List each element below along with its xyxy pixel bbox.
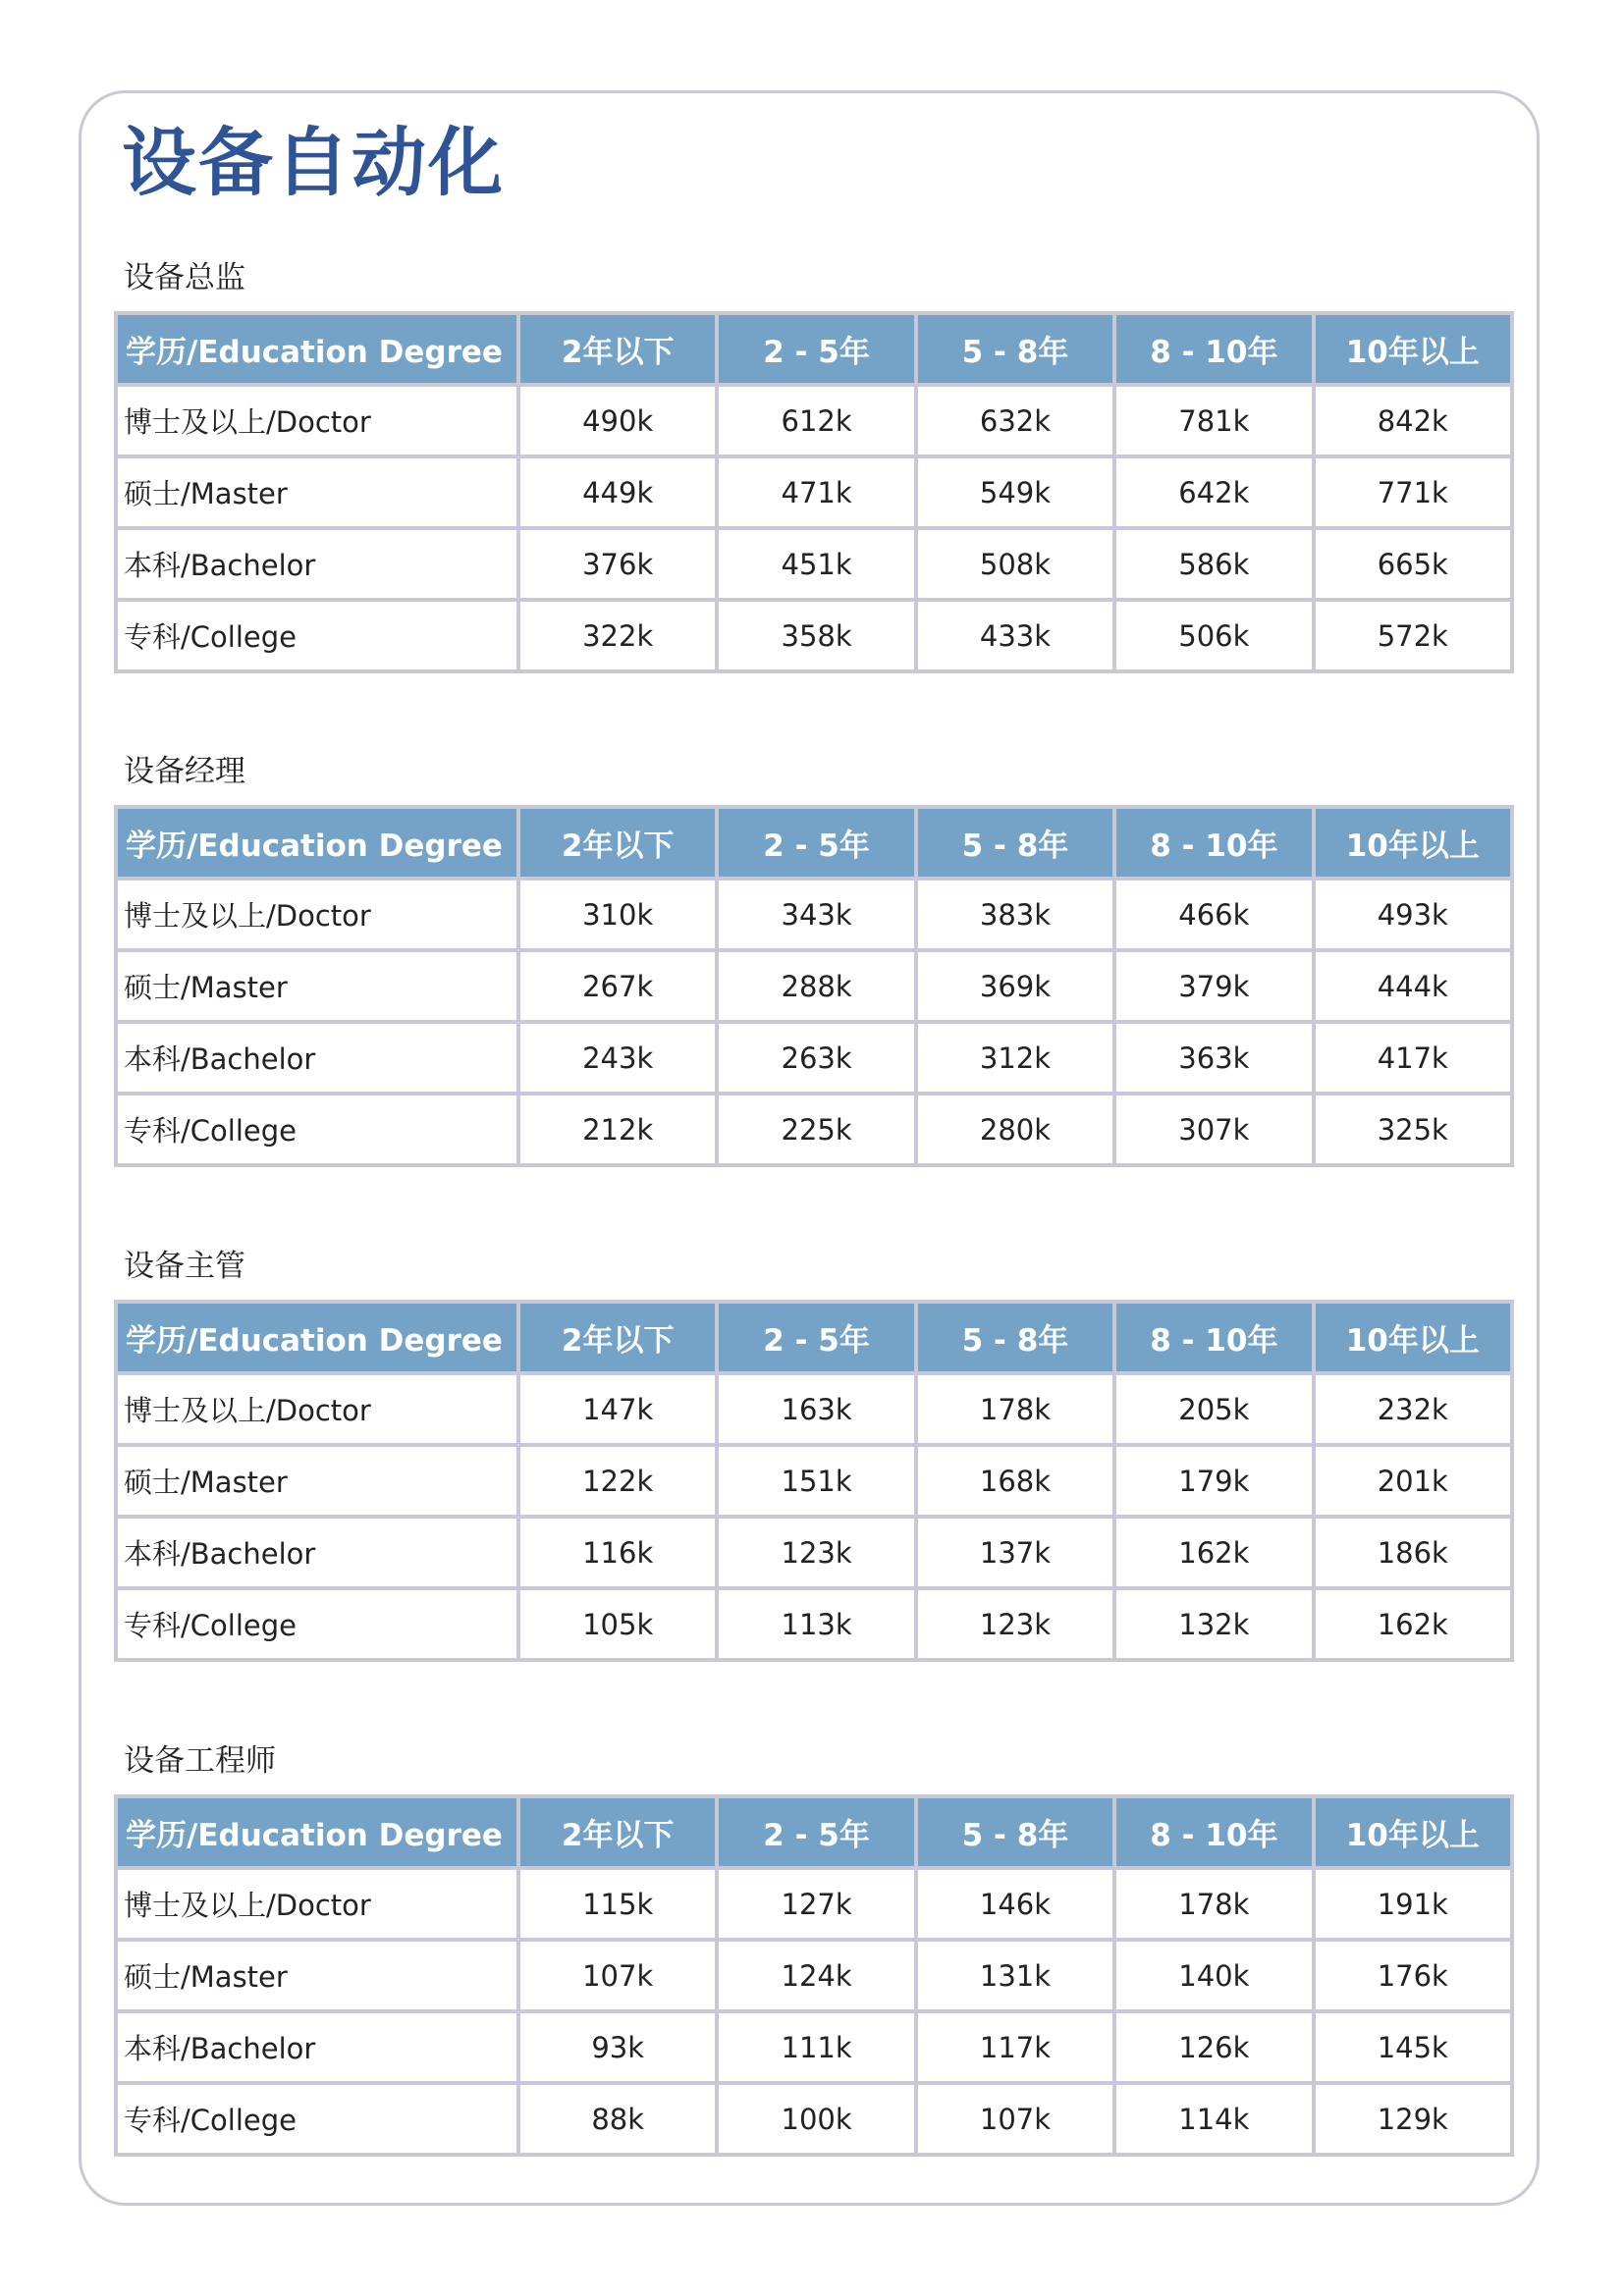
salary-cell: 126k: [1116, 2013, 1311, 2081]
salary-cell: 145k: [1316, 2013, 1510, 2081]
degree-cell: 博士及以上/Doctor: [118, 881, 516, 948]
column-header-degree: 学历/Education Degree: [118, 315, 516, 383]
section-title: 设备主管: [124, 1249, 245, 1284]
header-row: [118, 809, 1510, 877]
table-row: [118, 1024, 1510, 1092]
salary-cell: 493k: [1316, 881, 1510, 948]
salary-cell: 116k: [520, 1519, 715, 1586]
salary-cell: 100k: [719, 2085, 913, 2153]
salary-section: [114, 1249, 1514, 1662]
column-header-experience: 5 - 8年: [918, 809, 1112, 877]
salary-cell: 114k: [1116, 2085, 1311, 2153]
degree-cell: 本科/Bachelor: [118, 2013, 516, 2081]
salary-cell: 325k: [1316, 1095, 1510, 1163]
salary-cell: 113k: [719, 1590, 913, 1658]
column-header-experience: 2年以下: [520, 1798, 715, 1866]
degree-cell: 博士及以上/Doctor: [118, 1870, 516, 1938]
column-header-degree: 学历/Education Degree: [118, 809, 516, 877]
salary-cell: 280k: [918, 1095, 1112, 1163]
salary-cell: 508k: [918, 530, 1112, 598]
degree-cell: 本科/Bachelor: [118, 1024, 516, 1092]
salary-cell: 107k: [918, 2085, 1112, 2153]
degree-cell: 专科/College: [118, 2085, 516, 2153]
salary-section: [114, 754, 1514, 1167]
salary-cell: 201k: [1316, 1447, 1510, 1515]
salary-cell: 490k: [520, 387, 715, 454]
salary-cell: 117k: [918, 2013, 1112, 2081]
column-header-experience: 2 - 5年: [719, 315, 913, 383]
salary-cell: 417k: [1316, 1024, 1510, 1092]
column-header-experience: 8 - 10年: [1116, 809, 1311, 877]
column-header-experience: 2 - 5年: [719, 1304, 913, 1371]
degree-cell: 硕士/Master: [118, 1942, 516, 2009]
salary-cell: 433k: [918, 602, 1112, 669]
salary-cell: 665k: [1316, 530, 1510, 598]
column-header-experience: 2年以下: [520, 315, 715, 383]
table-row: [118, 952, 1510, 1020]
column-header-experience: 5 - 8年: [918, 1798, 1112, 1866]
header-row: [118, 1304, 1510, 1371]
salary-cell: 107k: [520, 1942, 715, 2009]
salary-cell: 123k: [918, 1590, 1112, 1658]
salary-cell: 163k: [719, 1375, 913, 1443]
salary-cell: 178k: [918, 1375, 1112, 1443]
table-row: [118, 1870, 1510, 1938]
salary-cell: 383k: [918, 881, 1112, 948]
salary-cell: 358k: [719, 602, 913, 669]
table-row: [118, 1519, 1510, 1586]
table-row: [118, 1375, 1510, 1443]
column-header-degree: 学历/Education Degree: [118, 1304, 516, 1371]
salary-section: [114, 1743, 1514, 2157]
degree-cell: 博士及以上/Doctor: [118, 1375, 516, 1443]
salary-cell: 288k: [719, 952, 913, 1020]
degree-cell: 专科/College: [118, 1590, 516, 1658]
column-header-experience: 8 - 10年: [1116, 1798, 1311, 1866]
salary-cell: 642k: [1116, 458, 1311, 526]
table-row: [118, 458, 1510, 526]
salary-cell: 771k: [1316, 458, 1510, 526]
salary-cell: 93k: [520, 2013, 715, 2081]
salary-cell: 137k: [918, 1519, 1112, 1586]
column-header-experience: 10年以上: [1316, 1304, 1510, 1371]
table-row: [118, 1942, 1510, 2009]
table-row: [118, 530, 1510, 598]
salary-cell: 586k: [1116, 530, 1311, 598]
salary-cell: 549k: [918, 458, 1112, 526]
salary-section: [114, 260, 1514, 673]
section-title: 设备经理: [124, 754, 245, 789]
column-header-degree: 学历/Education Degree: [118, 1798, 516, 1866]
salary-cell: 612k: [719, 387, 913, 454]
salary-cell: 310k: [520, 881, 715, 948]
degree-cell: 硕士/Master: [118, 1447, 516, 1515]
column-header-experience: 2年以下: [520, 809, 715, 877]
salary-cell: 212k: [520, 1095, 715, 1163]
column-header-experience: 5 - 8年: [918, 315, 1112, 383]
salary-cell: 146k: [918, 1870, 1112, 1938]
degree-cell: 博士及以上/Doctor: [118, 387, 516, 454]
degree-cell: 本科/Bachelor: [118, 530, 516, 598]
degree-cell: 硕士/Master: [118, 458, 516, 526]
salary-cell: 471k: [719, 458, 913, 526]
salary-cell: 140k: [1116, 1942, 1311, 2009]
column-header-experience: 2年以下: [520, 1304, 715, 1371]
salary-cell: 781k: [1116, 387, 1311, 454]
salary-cell: 632k: [918, 387, 1112, 454]
salary-cell: 343k: [719, 881, 913, 948]
column-header-experience: 10年以上: [1316, 1798, 1510, 1866]
salary-cell: 842k: [1316, 387, 1510, 454]
salary-cell: 312k: [918, 1024, 1112, 1092]
section-title: 设备总监: [124, 260, 245, 295]
table-row: [118, 1590, 1510, 1658]
salary-cell: 179k: [1116, 1447, 1311, 1515]
salary-cell: 122k: [520, 1447, 715, 1515]
salary-cell: 307k: [1116, 1095, 1311, 1163]
salary-cell: 369k: [918, 952, 1112, 1020]
column-header-experience: 2 - 5年: [719, 1798, 913, 1866]
salary-cell: 147k: [520, 1375, 715, 1443]
section-title: 设备工程师: [124, 1743, 276, 1779]
salary-table: [114, 311, 1514, 673]
degree-cell: 专科/College: [118, 1095, 516, 1163]
column-header-experience: 8 - 10年: [1116, 1304, 1311, 1371]
salary-cell: 168k: [918, 1447, 1112, 1515]
header-row: [118, 1798, 1510, 1866]
salary-cell: 376k: [520, 530, 715, 598]
column-header-experience: 10年以上: [1316, 315, 1510, 383]
salary-cell: 506k: [1116, 602, 1311, 669]
table-row: [118, 387, 1510, 454]
salary-cell: 232k: [1316, 1375, 1510, 1443]
salary-table: [114, 805, 1514, 1167]
salary-cell: 151k: [719, 1447, 913, 1515]
salary-table: [114, 1794, 1514, 2157]
salary-cell: 191k: [1316, 1870, 1510, 1938]
table-row: [118, 1447, 1510, 1515]
header-row: [118, 315, 1510, 383]
salary-cell: 111k: [719, 2013, 913, 2081]
table-row: [118, 2085, 1510, 2153]
table-row: [118, 1095, 1510, 1163]
salary-cell: 449k: [520, 458, 715, 526]
salary-cell: 132k: [1116, 1590, 1311, 1658]
salary-cell: 105k: [520, 1590, 715, 1658]
page-title: 设备自动化: [122, 119, 505, 206]
salary-cell: 123k: [719, 1519, 913, 1586]
salary-cell: 176k: [1316, 1942, 1510, 2009]
salary-cell: 243k: [520, 1024, 715, 1092]
salary-cell: 466k: [1116, 881, 1311, 948]
salary-cell: 127k: [719, 1870, 913, 1938]
salary-cell: 572k: [1316, 602, 1510, 669]
salary-cell: 263k: [719, 1024, 913, 1092]
salary-cell: 322k: [520, 602, 715, 669]
salary-cell: 162k: [1316, 1590, 1510, 1658]
column-header-experience: 5 - 8年: [918, 1304, 1112, 1371]
salary-cell: 379k: [1116, 952, 1311, 1020]
salary-cell: 205k: [1116, 1375, 1311, 1443]
salary-cell: 88k: [520, 2085, 715, 2153]
salary-cell: 267k: [520, 952, 715, 1020]
salary-cell: 178k: [1116, 1870, 1311, 1938]
salary-cell: 129k: [1316, 2085, 1510, 2153]
table-row: [118, 881, 1510, 948]
salary-cell: 162k: [1116, 1519, 1311, 1586]
column-header-experience: 10年以上: [1316, 809, 1510, 877]
salary-cell: 186k: [1316, 1519, 1510, 1586]
column-header-experience: 2 - 5年: [719, 809, 913, 877]
salary-cell: 131k: [918, 1942, 1112, 2009]
salary-cell: 363k: [1116, 1024, 1311, 1092]
salary-table: [114, 1300, 1514, 1662]
degree-cell: 本科/Bachelor: [118, 1519, 516, 1586]
table-row: [118, 2013, 1510, 2081]
salary-cell: 124k: [719, 1942, 913, 2009]
salary-cell: 444k: [1316, 952, 1510, 1020]
degree-cell: 专科/College: [118, 602, 516, 669]
column-header-experience: 8 - 10年: [1116, 315, 1311, 383]
salary-cell: 115k: [520, 1870, 715, 1938]
table-row: [118, 602, 1510, 669]
degree-cell: 硕士/Master: [118, 952, 516, 1020]
salary-cell: 225k: [719, 1095, 913, 1163]
salary-cell: 451k: [719, 530, 913, 598]
